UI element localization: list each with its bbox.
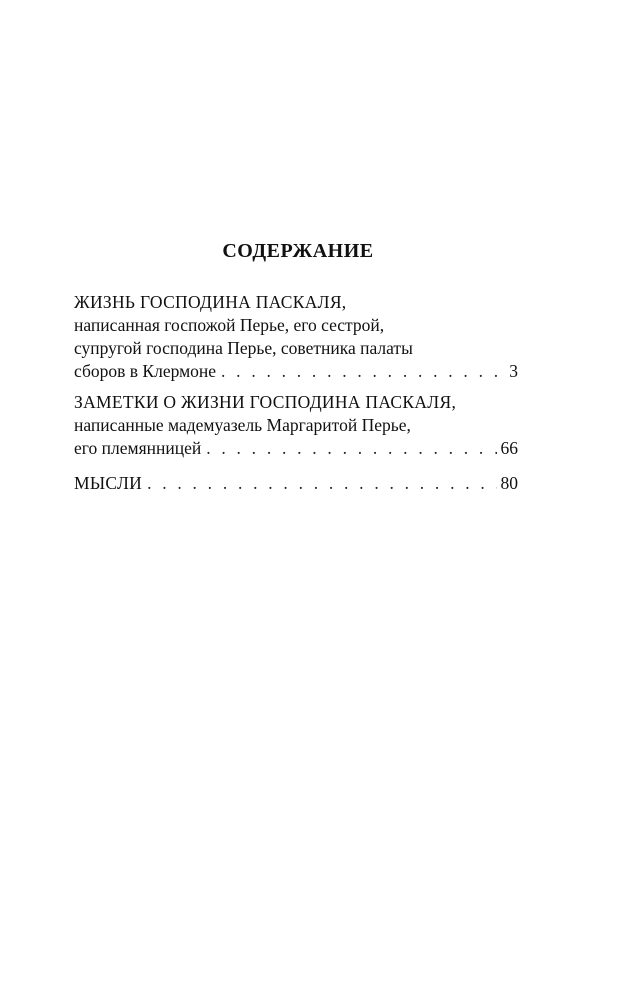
toc-entry-subtitle-line: написанная госпожой Перье, его сестрой,	[74, 315, 385, 335]
table-of-contents	[74, 291, 518, 495]
dot-leader	[206, 437, 496, 460]
toc-entry-leader-line	[74, 360, 518, 383]
toc-entry-subtitle-line: его племянницей	[74, 438, 202, 458]
toc-entry-title: МЫСЛИ	[74, 473, 143, 493]
toc-entry-life-of-pascal[interactable]	[74, 291, 518, 383]
toc-entry-thoughts[interactable]	[74, 472, 518, 495]
toc-entry-title: ЖИЗНЬ ГОСПОДИНА ПАСКАЛЯ,	[74, 292, 347, 312]
toc-entry-leader-line	[74, 437, 518, 460]
toc-entry-notes-on-life[interactable]	[74, 391, 518, 460]
toc-page-number: 66	[500, 438, 518, 458]
toc-entry-subtitle-line: написанные мадемуазель Маргаритой Перье,	[74, 415, 411, 435]
toc-entry-title: ЗАМЕТКИ О ЖИЗНИ ГОСПОДИНА ПАСКАЛЯ,	[74, 392, 457, 412]
toc-page-number: 3	[509, 361, 518, 381]
toc-page-number: 80	[500, 473, 518, 493]
dot-leader	[147, 472, 496, 495]
dot-leader	[221, 360, 505, 383]
toc-entry-subtitle-line: супругой господина Перье, советника палаты	[74, 338, 413, 358]
toc-entry-leader-line	[74, 472, 518, 495]
toc-entry-subtitle-line: сборов в Клермоне	[74, 361, 217, 381]
page-title: СОДЕРЖАНИЕ	[222, 240, 374, 262]
